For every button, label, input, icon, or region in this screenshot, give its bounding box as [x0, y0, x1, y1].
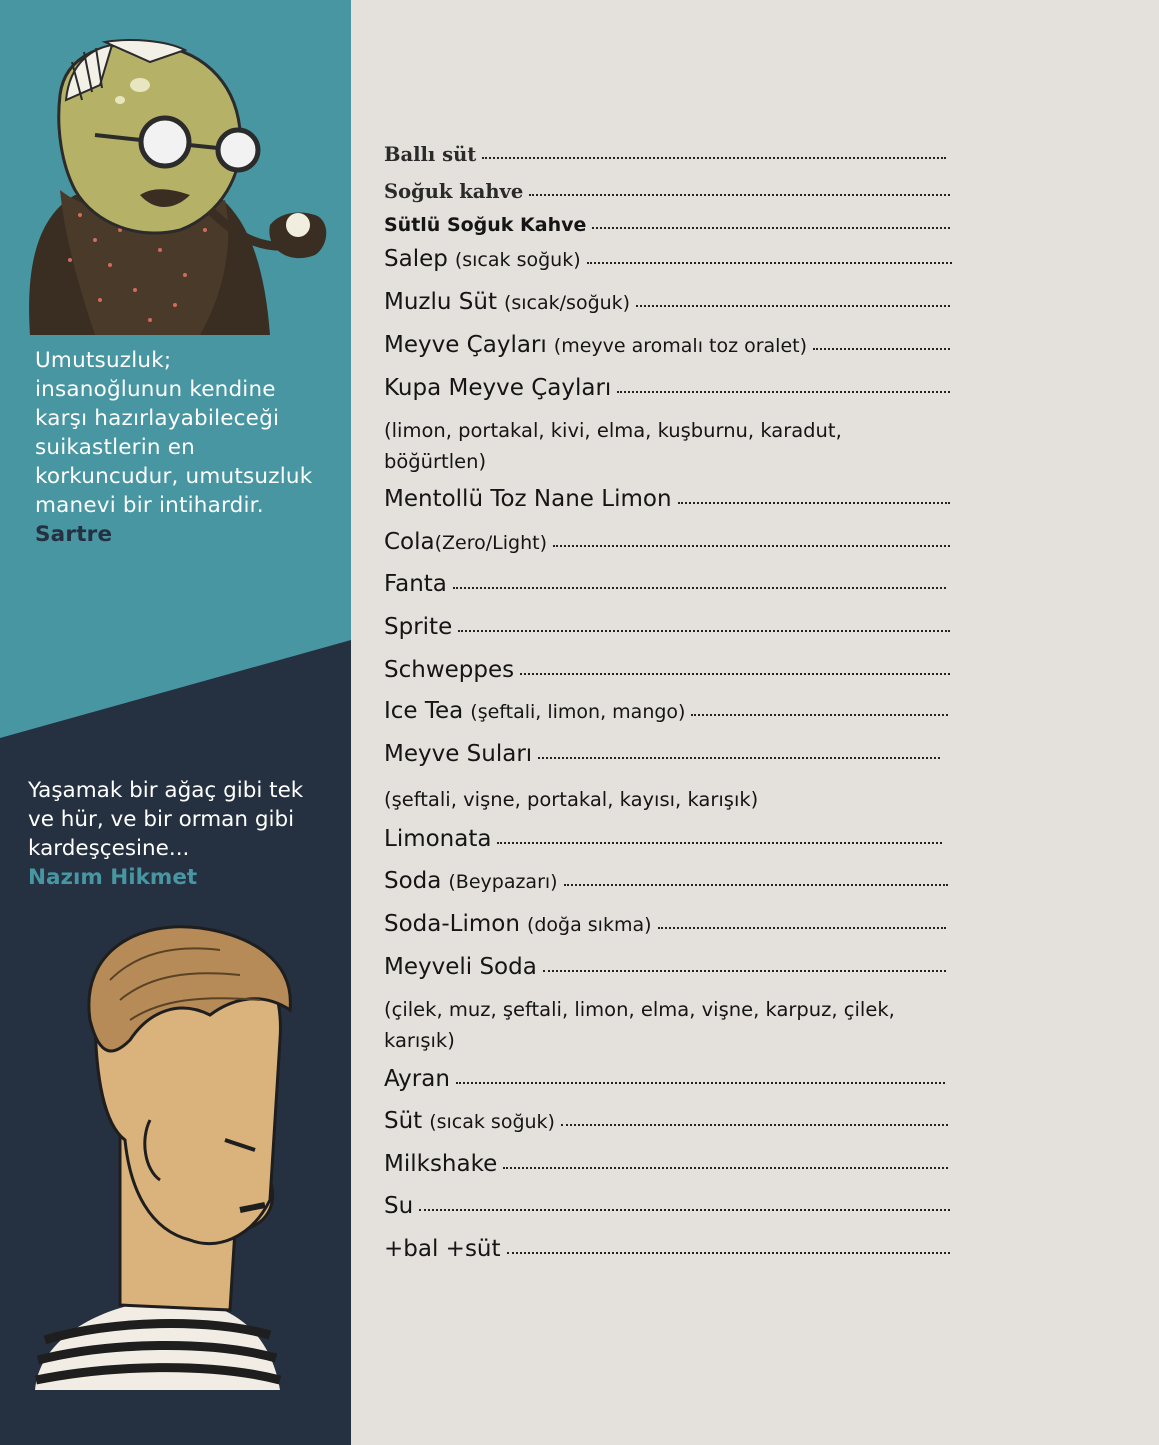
menu-item: [384, 143, 946, 166]
quote-line: Umutsuzluk;: [35, 348, 172, 373]
menu-item-description: (sıcak soğuk): [454, 249, 581, 271]
dot-leader: [520, 673, 950, 675]
menu-item: [384, 214, 950, 236]
dot-leader: [529, 194, 950, 196]
quote-line: manevi bir intihardir.: [35, 493, 264, 518]
menu-item: [384, 657, 950, 683]
menu-item-description: (sıcak/soğuk): [503, 292, 631, 314]
menu-item-name: Mentollü Toz Nane Limon: [384, 486, 672, 512]
menu-item: [384, 246, 952, 272]
dot-leader: [538, 757, 940, 759]
dot-leader: [587, 262, 952, 264]
quote-author: Nazım Hikmet: [28, 865, 198, 890]
menu-item: [384, 868, 948, 894]
dot-leader: [543, 970, 946, 972]
menu-item-name: Soda-Limon: [384, 911, 520, 937]
dot-leader: [561, 1124, 948, 1126]
menu-item-name: Meyve Çayları: [384, 332, 547, 358]
menu-item-name: Kupa Meyve Çayları: [384, 375, 612, 401]
menu-item-name: Sütlü Soğuk Kahve: [384, 214, 587, 236]
menu-item-description: (meyve aromalı toz oralet): [553, 335, 808, 357]
menu-item-name: Ayran: [384, 1066, 450, 1092]
menu-item-name: Su: [384, 1193, 414, 1219]
dot-leader: [419, 1209, 950, 1211]
menu-item-name: Meyveli Soda: [384, 954, 537, 980]
menu-item-name: Milkshake: [384, 1151, 498, 1177]
quote-line: kardeşçesine...: [28, 836, 190, 861]
dot-leader: [482, 157, 946, 159]
quote-author: Sartre: [35, 522, 113, 547]
menu-item-name: Süt: [384, 1108, 423, 1134]
dot-leader: [458, 630, 950, 632]
dot-leader: [636, 305, 950, 307]
dot-leader: [617, 391, 950, 393]
menu-item-name: Soda: [384, 868, 442, 894]
menu-item: [384, 332, 950, 358]
menu-item-description: (doğa sıkma): [526, 914, 652, 936]
menu-item: [384, 698, 948, 724]
menu-item: [384, 1151, 948, 1177]
dot-leader: [564, 884, 948, 886]
menu-item-options: [384, 994, 944, 1056]
quote-line: korkuncudur, umutsuzluk: [35, 464, 313, 489]
dot-leader: [453, 587, 946, 589]
menu-item-name: Schweppes: [384, 657, 515, 683]
menu-item: [384, 1066, 945, 1092]
menu-item-name: +bal +süt: [384, 1236, 501, 1262]
dot-leader: [456, 1082, 945, 1084]
menu-item-name: Ballı süt: [384, 143, 477, 166]
menu-item-name: Sprite: [384, 614, 453, 640]
quote-line: karşı hazırlayabileceği: [35, 406, 280, 431]
quote-line: insanoğlunun kendine: [35, 377, 276, 402]
menu-item: [384, 826, 942, 852]
menu-item-options-line: karışık): [384, 1029, 455, 1052]
menu-item-description: (sıcak soğuk): [429, 1111, 555, 1133]
menu-item-name: Salep: [384, 246, 448, 272]
menu-item-name: Meyve Suları: [384, 741, 533, 767]
menu-item: [384, 486, 950, 512]
menu-item-options-line: (şeftali, vişne, portakal, kayısı, karışık): [384, 788, 759, 811]
menu-item-name: Cola: [384, 529, 435, 555]
dot-leader: [658, 927, 946, 929]
menu-item-description: (şeftali, limon, mango): [470, 701, 686, 723]
dot-leader: [507, 1252, 950, 1254]
menu-item: [384, 614, 950, 640]
quote-line: ve hür, ve bir orman gibi: [28, 807, 295, 832]
menu-item: [384, 571, 946, 597]
dot-leader: [553, 545, 950, 547]
menu-item-options-line: böğürtlen): [384, 450, 487, 473]
quote-line: Yaşamak bir ağaç gibi tek: [28, 778, 304, 803]
dot-leader: [678, 502, 950, 504]
menu-item-name: Limonata: [384, 826, 492, 852]
menu-item: [384, 375, 950, 401]
dot-leader: [503, 1167, 948, 1169]
menu-item: [384, 289, 950, 315]
menu-item-description: (Beypazarı): [448, 871, 558, 893]
menu-item-options: [384, 784, 944, 815]
dot-leader: [592, 227, 950, 229]
menu-item: [384, 954, 946, 980]
menu-item-name: Ice Tea: [384, 698, 464, 724]
quote-line: suikastlerin en: [35, 435, 196, 460]
menu-item-name: Muzlu Süt: [384, 289, 497, 315]
menu-item: [384, 180, 950, 203]
menu-item-options-line: (çilek, muz, şeftali, limon, elma, vişne, karpuz, çilek,: [384, 998, 895, 1021]
menu-item-options-line: (limon, portakal, kivi, elma, kuşburnu, karadut,: [384, 419, 842, 442]
menu-item-name: Fanta: [384, 571, 447, 597]
menu-item: [384, 911, 946, 937]
menu-item: [384, 741, 940, 767]
menu-item: [384, 1236, 950, 1262]
dot-leader: [813, 348, 950, 350]
menu-item-description: (Zero/Light): [434, 532, 547, 554]
dot-leader: [691, 714, 948, 716]
menu-item-options: [384, 415, 944, 477]
menu-item: [384, 1108, 948, 1134]
menu-item: [384, 529, 950, 555]
menu-item: [384, 1193, 950, 1219]
menu-item-name: Soğuk kahve: [384, 180, 524, 203]
dot-leader: [497, 842, 942, 844]
